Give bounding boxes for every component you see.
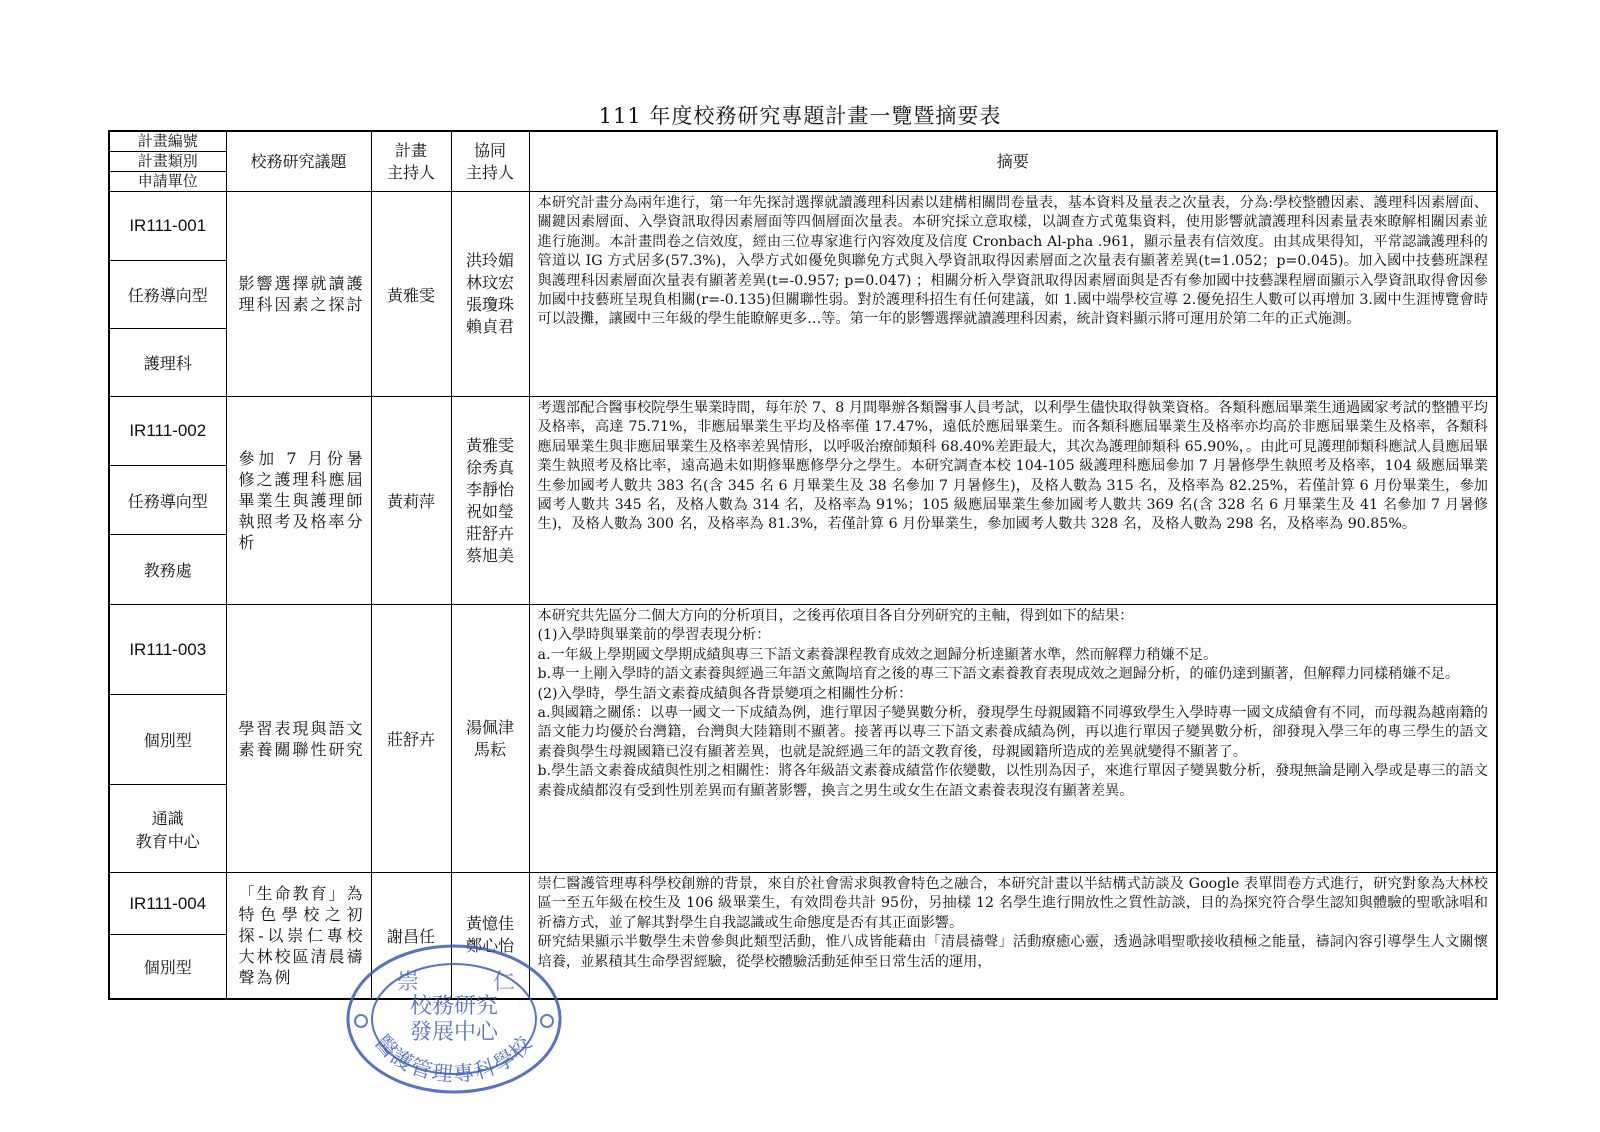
stamp-emblem-right-icon <box>541 1015 553 1027</box>
project-host: 謝昌任 <box>371 873 451 999</box>
table-row <box>109 605 1497 695</box>
project-topic: 影響選擇就讀護理科因素之探討 <box>226 192 371 397</box>
header-dept: 申請單位 <box>109 172 226 192</box>
header-plan-no: 計畫編號 <box>109 131 226 152</box>
project-type: 個別型 <box>109 695 226 785</box>
header-host: 計畫 主持人 <box>371 131 451 192</box>
project-cohosts: 湯佩津 馬耘 <box>451 605 529 873</box>
project-code: IR111-001 <box>109 192 226 261</box>
stamp-char-left: 崇 <box>397 970 420 995</box>
project-abstract: 本研究共先區分二個大方向的分析項目，之後再依項目各自分列研究的主軸，得到如下的結果： (1)入學時與畢業前的學習表現分析： a.一年級上學期國文學期成績與專三下語文素養課程教育成效之迴歸分析達顯著水準，然而解釋力稍嫌不足。 b.專一上剛入學時的語文素養與經過三年語文薰陶培育之後的專三下語文素養教育表現成效之迴歸分析，的確仍達到顯著，但解釋力同樣稍嫌不足。 (2)入學時，學生語文素養成績與各背景變項之相關性分析： a.與國籍之關係：以專一國文一下成績為例，進行單因子變異數分析，發現學生母親國籍不同導致學生入學時專一國文成績會有不同，而母親為越南籍的語文能力均優於台灣籍，台灣與大陸籍則不顯著。接著再以專三下語文素養成績為例，再以進行單因子變異數分析，卻發現入學三年的專三學生的語文素養與學生母親國籍已沒有顯著差異，也就是說經過三年的語文教育後，母親國籍所造成的差異就變得不顯著了。 b.學生語文素養成績與性別之相關性：將各年級語文素養成績當作依變數，以性別為因子，來進行單因子變異數分析，發現無論是剛入學或是專三的語文素養成績都沒有受到性別差異而有顯著影響，換言之男生或女生在語文素養表現沒有顯著差異。 <box>529 605 1497 873</box>
project-cohosts: 黃憶佳 鄭心怡 <box>451 873 529 999</box>
project-code: IR111-002 <box>109 397 226 466</box>
project-cohosts: 洪玲媚 林玟宏 張瓊珠 賴貞君 <box>451 192 529 397</box>
project-abstract: 本研究計畫分為兩年進行，第一年先探討選擇就讀護理科因素以建構相關問卷量表，基本資料及量表之次量表，分為:學校整體因素、護理科因素層面、關鍵因素層面、入學資訊取得因素層面等四個層面次量表。本研究採立意取樣，以調查方式蒐集資料，使用影響就讀護理科因素量表來瞭解相關因素並進行施測。本計畫問卷之信效度，經由三位專家進行內容效度及信度 Cronbach Al-pha .961，顯示量表有信效度。由其成果得知，平常認識護理科的管道以 IG 方式居多(57.3%)，入學方式如優免與聯免方式與入學資訊取得因素層面之次量表有顯著差異(t=1.052；p=0.045)。加入國中技藝班課程與護理科因素層面次量表有顯著差異(t=-0.957; p=0.047) ；相關分析入學資訊取得因素層面與是否有參加國中技藝課程層面顯示入學資訊取得會因參加國中技藝班呈現負相關(r=-0.135)但關聯性弱。對於護理科招生有任何建議，如 1.國中端學校宣導 2.優免招生人數可以再增加 3.國中生涯博覽會時可以設攤，讓國中三年級的學生能瞭解更多…等。第一年的影響選擇就讀護理科因素，統計資料顯示將可運用於第二年的正式施測。 <box>529 192 1497 397</box>
page-title: 111 年度校務研究專題計畫一覽暨摘要表 <box>598 104 1002 128</box>
project-host: 黃雅雯 <box>371 192 451 397</box>
project-topic: 參加 7 月份暑修之護理科應屆畢業生與護理師執照考及格率分析 <box>226 397 371 605</box>
project-abstract: 考選部配合醫事校院學生畢業時間，每年於 7、8 月間舉辦各類醫事人員考試，以利學生儘快取得執業資格。各類科應屆畢業生通過國家考試的整體平均及格率，高達 75.71%，非應屆畢業生平均及格率僅 17.47%，遠低於應屆畢業生。而各類科應屆畢業生及格率亦均高於非應屆畢業生及格率，各類科應屆畢業生與非應屆畢業生及格率差異情形，以呼吸治療師類科 68.40%差距最大，其次為護理師類科 65.90%，。由此可見護理師類科應試人員應屆畢業生執照考及格比率，遠高過未如期修畢應修學分之學生。本研究調查本校 104-105 級護理科應屆參加 7 月暑修學生執照考及格率，104 級應屆畢業生參加國考人數共 383 名(含 345 名 6 月畢業生及 38 名參加 7 月暑修生)，及格人數為 315 名，及格率為 82.25%，若僅計算 6 月份畢業生，參加國考人數共 345 名，及格人數為 314 名，及格率為 91%；105 級應屆畢業生參加國考人數共 369 名(含 328 名 6 月畢業生及 41 名參加 7 月暑修生)，及格人數為 300 名，及格率為 81.3%，若僅計算 6 月份畢業生，參加國考人數共 328 名，及格人數為 298 名，及格率為 90.85%。 <box>529 397 1497 605</box>
stamp-line-1: 校務研究 <box>409 994 499 1019</box>
header-topic: 校務研究議題 <box>226 131 371 192</box>
project-topic: 學習表現與語文素養關聯性研究 <box>226 605 371 873</box>
project-dept: 護理科 <box>109 329 226 397</box>
project-type: 任務導向型 <box>109 261 226 329</box>
project-dept: 教務處 <box>109 535 226 605</box>
header-plan-type: 計畫類別 <box>109 152 226 172</box>
project-table <box>108 130 1498 1000</box>
project-host: 莊舒卉 <box>371 605 451 873</box>
header-cohost: 協同 主持人 <box>451 131 529 192</box>
stamp-line-2: 發展中心 <box>409 1020 499 1045</box>
project-code: IR111-004 <box>109 873 226 935</box>
table-row <box>109 873 1497 935</box>
project-type: 任務導向型 <box>109 466 226 535</box>
project-abstract: 崇仁醫護管理專科學校創辦的背景，來自於社會需求與教會特色之融合，本研究計畫以半結構式訪談及 Google 表單問卷方式進行，研究對象為大林校區一至五年級在校生及 106 級畢業生，有效問卷共計 95份，另抽樣 12 名學生進行開放性之質性訪談，目的為探究符合學生認知與體驗的聖歌詠唱和祈禱方式，並了解其對學生自我認識或生命態度是否有其正面影響。 研究結果顯示半數學生未曾參與此類型活動，惟八成皆能藉由「清晨禱聲」活動療癒心靈，透過詠唱聖歌接收積極之能量，禱詞內容引導學生人文關懷培養，並累積其生命學習經驗，從學校體驗活動延伸至日常生活的運用， <box>529 873 1497 999</box>
project-dept: 通識 教育中心 <box>109 785 226 873</box>
header-abstract: 摘要 <box>529 131 1497 192</box>
table-row <box>109 192 1497 261</box>
project-host: 黃莉萍 <box>371 397 451 605</box>
table-row <box>109 397 1497 466</box>
stamp-char-right: 仁 <box>493 970 516 995</box>
stamp-ring-text: 醫護管理專科學校 <box>370 1030 538 1087</box>
stamp-emblem-left-icon <box>355 1015 367 1027</box>
project-topic: 「生命教育」為特色學校之初探-以崇仁專校大林校區清晨禱聲為例 <box>226 873 371 999</box>
project-code: IR111-003 <box>109 605 226 695</box>
project-cohosts: 黃雅雯 徐秀真 李靜怡 祝如瑩 莊舒卉 蔡旭美 <box>451 397 529 605</box>
project-type: 個別型 <box>109 935 226 999</box>
